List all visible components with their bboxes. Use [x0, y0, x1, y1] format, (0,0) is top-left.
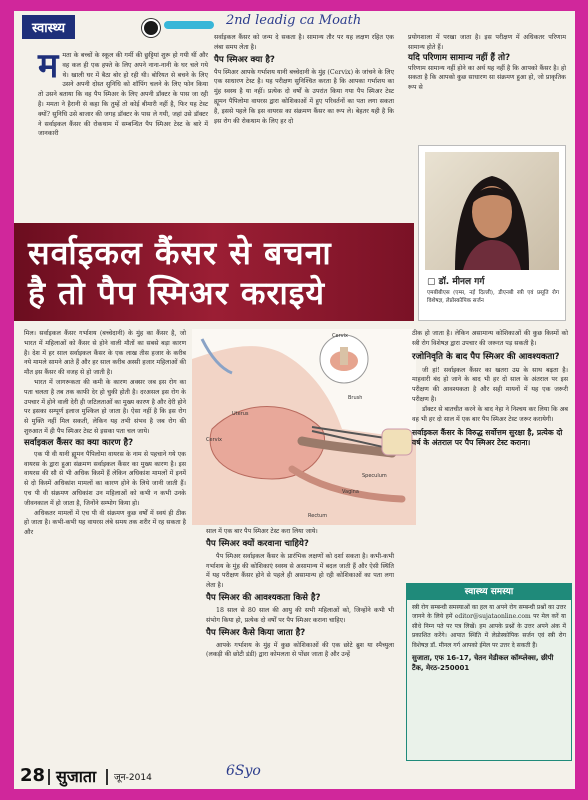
col2-mid-text2: 18 साल से 80 साल की आयु की सभी महिलाओं को, जिन्होंने कभी भी संभोग किया हो, प्रत्येक दो वर्षों पर पैप स्मिअर कराना चाहिए। [206, 606, 394, 624]
col1-mid-text4: अधिकतर मामलों में एच पी वी संक्रमण कुछ वर्षों में स्वयं ही ठीक हो जाता है। कभी-कभी यह वायरस लंबे समय तक शरीर में रह सकता है और [24, 509, 186, 537]
portrait-icon [425, 152, 559, 270]
diagram-label-rectum: Rectum [308, 513, 328, 519]
col3-top-text2: परिणाम सामान्य नहीं होने का अर्थ यह नहीं है कि आपको कैंसर है। हो सकता है कि आपको कुछ साधारण सा संक्रमण हुआ हो, जो प्राकृतिक रूप से [408, 64, 566, 92]
diagram-label-brush: Brush [348, 395, 363, 401]
help-box-address: सुजाता, एफ 16-17, चेतन मेडीकल कॉम्प्लेक्स, छीपी टैंक, मेरठ-250001 [412, 654, 554, 673]
col3-top-heading: यदि परिणाम सामान्य नहीं हैं तो? [408, 52, 511, 63]
diagram-label-cervix: Cervix [332, 333, 348, 339]
col1-top [38, 46, 208, 139]
help-box-title: स्वास्थ्य समस्या [407, 584, 571, 600]
col2-top-heading: पैप स्मिअर क्या है? [214, 54, 275, 65]
col1-mid-text: मिल। सर्वाइकल कैंसर गर्भाशय (बच्चेदानी) के मुंह का कैंसर है, जो भारत में महिलाओं को कैंसर से होने वाली मौतों का सबसे बड़ा कारण है। देश में हर साल सर्वाइकल कैंसर के एक लाख तीस हजार के करीब नये मामले सामने आते हैं और हर साल करीब अस्सी हजार महिलाओं की मौत इस कैंसर की वजह से हो जाती है। [24, 330, 186, 377]
col1-mid-text2: भारत में जागरूकता की कमी के कारण अक्सर जब इस रोग का पता चलता है तब तक काफी देर हो चुकी होती है। दरअसल इस रोग के उपचार में होने वाली देरी ही जटिलताओं का मुख्य कारण है और देरी होने पर इसका सम्पूर्ण इलाज मुश्किल हो जाता है। ऐसा नहीं है कि इस रोग से मुक्ति नहीं मिल सकती, लेकिन यह तभी संभव है जब रोग की शुरुआत में ही पैप स्मिअर टेस्ट से इसका पता चल जाये। [24, 378, 186, 435]
square-icon: ▢ [427, 277, 439, 287]
col1-top-text: मता के बच्चों के स्कूल की गर्मी की छुट्टियां शुरू हो गयी थीं और वह कल ही एक हफ्ते के लिए अपने नाना-नानी के घर चले गये थे। खाली घर में बैठा बोर हो रही थी। बोरियत से बचने के लिए उसने अपनी दोस्त सुनिधि को शॉपिंग चलने के लिए फोन किया तो उसने बताया कि वह पैप स्मिअर के लिए अपनी डॉक्टर के पास जा रही है। ममता ने हैरानी से कहा कि तुम्हें तो कोई बीमारी नहीं है, फिर यह टेस्ट क्यों? सुनिधि उसे बाजार की जगह डॉक्टर के पास ले गयी, जहां उसे डॉक्टर ने सर्वाइकल कैंसर की रोकथाम में सम्बन्धित पैप स्मिअर टेस्ट के बारे में जानकारी [38, 52, 208, 138]
help-box-text: स्त्री रोग सम्बन्धी समस्याओं का हल या अपने रोग सम्बन्धी प्रश्नों का उत्तर जानने के लिये हमें editor@sujataonline.com पर मेल करें या सीधे निम्न पते पर पत्र लिखें। हम आपके प्रश्नों के उत्तर अपने अंक में प्रकाशित करेंगे। आपात स्थिति में लेप्रोस्कोपिक सर्जन एवं स्त्री रोग विशेषज्ञ डॉ. मीनल गर्ग आपको ईमेल पर उत्तर दे सकती हैं। [412, 604, 566, 649]
col3-mid-bold-note: सर्वाइकल कैंसर के विरुद्ध सर्वोत्तम सुरक्षा है, प्रत्येक दो वर्ष के अंतराल पर पैप स्मिअर टेस्ट कराना। [412, 428, 563, 448]
decor-eye-icon [142, 19, 160, 37]
col2-mid [206, 527, 394, 660]
col1-mid-text3: एक पी वी यानी ह्यूमन पैपिलोमा वायरस के नाम से पहचाने गये एक वायरस के द्वारा हुआ संक्रमण सर्वाइकल कैंसर का मुख्य कारण है। इस वायरस की सौ से भी अधिक किस्में हैं लेकिन अधिकांश मामलों में इनमें से दो किस्में अधिकांश मामलों का कारण होने के लिये जानी जाती हैं। एच पी वी संक्रमण अधिकांश उन महिलाओं को कभी न कभी उनके जीवनकाल में हो जाता है, जिनोंने सम्भोग किया हो। [24, 450, 186, 507]
headline-banner [14, 223, 414, 321]
author-name-text: डॉ. मीनल गर्ग [438, 277, 485, 287]
author-qualification: एमबीबीएस (एम्स, नई दिल्ली), डीएनबी स्त्री एवं प्रसूति रोग विशेषज्ञ, लेप्रोस्कोपिक सर्जन [427, 290, 559, 304]
col2-mid-text: पैप स्मिअर सर्वाइकल कैंसर के प्रारंभिक लक्षणों को दर्शा सकता है। कभी-कभी गर्भाशय के मुंह की कोशिकाएं स्वस्थ से असामान्य में बदल जाती हैं और ऐसी स्थिति में यह परीक्षण कैंसर होने से पहले ही असामान्य हो रही कोशिकाओं का पता लगा लेता है। [206, 552, 394, 590]
headline-line2: है तो पैप स्मिअर कराइये [28, 274, 326, 312]
handwritten-footer: 6Syo [226, 763, 261, 779]
col2-mid-heading2: पैप स्मिअर की आवश्यकता किसे है? [206, 592, 321, 603]
decor-bar [164, 21, 214, 29]
author-photo [425, 152, 559, 270]
col2-top-intro: सर्वाइकल कैंसर को जन्म दे सकता है। सामान्य तौर पर यह लक्षण रहित एक लंबा समय लेता है। [214, 34, 394, 51]
col2-mid-text3: आपके गर्भाशय के मुंह में कुछ कोशिकाओं की एक छोटे ब्रुश या स्पैच्युला (लकड़ी की छोटी डंडी) द्वारा कोमलता से पोंछा जाता है और उन्हें [206, 641, 394, 659]
diagram-label-speculum: Speculum [362, 473, 387, 479]
handwritten-note: 2nd leadig ca Moath [226, 13, 362, 28]
col2-mid-heading3: पैप स्मिअर कैसे किया जाता है? [206, 627, 306, 638]
col3-mid-text2: जी हां! सर्वाइकल कैंसर का खतरा उम्र के साथ बढ़ता है। माहवारी बंद हो जाने के बाद भी हर दो साल के अंतराल पर इस परीक्षण की आवश्यकता है और सही मायनों में यह एक जरूरी परीक्षण है। [412, 366, 568, 403]
page-number: 28 [20, 765, 46, 786]
col3-mid-text: ठीक हो जाता है। लेकिन असामान्य कोशिकाओं की कुछ किस्मों को स्त्री रोग विशेषज्ञ द्वारा उपचार की जरूरत पड़ सकती है। [412, 330, 568, 347]
col2-mid-heading: पैप स्मिअर क्यों करवाना चाहिये? [206, 538, 309, 549]
col1-mid [24, 329, 186, 538]
col3-mid [412, 329, 568, 448]
issue-date: जून-2014 [114, 773, 152, 783]
section-tag-label: स्वास्थ्य [32, 21, 66, 36]
author-box [418, 145, 566, 321]
col2-mid-intro: साल में एक बार पैप स्मिअर टेस्ट करा लिया जाये। [206, 528, 318, 535]
diagram-label-cervix2: Cervix [206, 437, 222, 443]
footer [14, 763, 575, 789]
headline-line1: सर्वाइकल कैंसर से बचना [28, 234, 332, 272]
author-name [427, 274, 559, 287]
col3-mid-heading: रजोनिवृति के बाद पैप स्मिअर की आवश्यकता? [412, 351, 560, 362]
pap-smear-diagram-icon [192, 329, 416, 525]
diagram-label-vagina: Vagina [342, 489, 359, 495]
footer-divider [48, 769, 50, 785]
col3-mid-text3: डॉक्टर से बातचीत करने के बाद नेहा ने निश्चय कर लिया कि अब वह भी हर दो साल में एक बार पैप स्मिअर टेस्ट जरूर करायेगी। [412, 405, 568, 423]
col2-top [214, 33, 394, 126]
col3-top [408, 33, 566, 93]
col3-top-text: प्रयोगशाला में परखा जाता है। इस परीक्षण में अधिकतर परिणाम सामान्य होते हैं। [408, 34, 566, 51]
drop-cap: म [38, 46, 59, 86]
col2-top-text: पैप स्मिअर आपके गर्भाशय यानी बच्चेदानी के मुंह (Cervix) के जांचने के लिए एक साधारण टेस्ट है। यह परीक्षण सुनिश्चित करता है कि आपका गर्भाशय का मुंह स्वस्थ है या नहीं। प्रत्येक दो वर्षों के उपरांत किया गया पैप स्मिअर टेस्ट ह्यूमन पैपिलोमा वायरस द्वारा कोशिकाओं में हुए परिवर्तनों का पता लगा सकता है, इससे पहले कि इस वायरस का संक्रमण कैंसर का रूप ले। बेहतर यही है कि इस रोग की रोकथाम के लिए हर दो [214, 68, 394, 125]
magazine-name: सुजाता [56, 767, 97, 786]
anatomy-diagram [192, 329, 416, 525]
magazine-page [14, 11, 575, 789]
col1-mid-heading: सर्वाइकल कैंसर का क्या कारण है? [24, 437, 134, 448]
diagram-label-uterus: Uterus [232, 411, 249, 417]
section-tag [22, 15, 75, 39]
footer-divider-2 [106, 769, 108, 785]
help-box [406, 583, 572, 761]
